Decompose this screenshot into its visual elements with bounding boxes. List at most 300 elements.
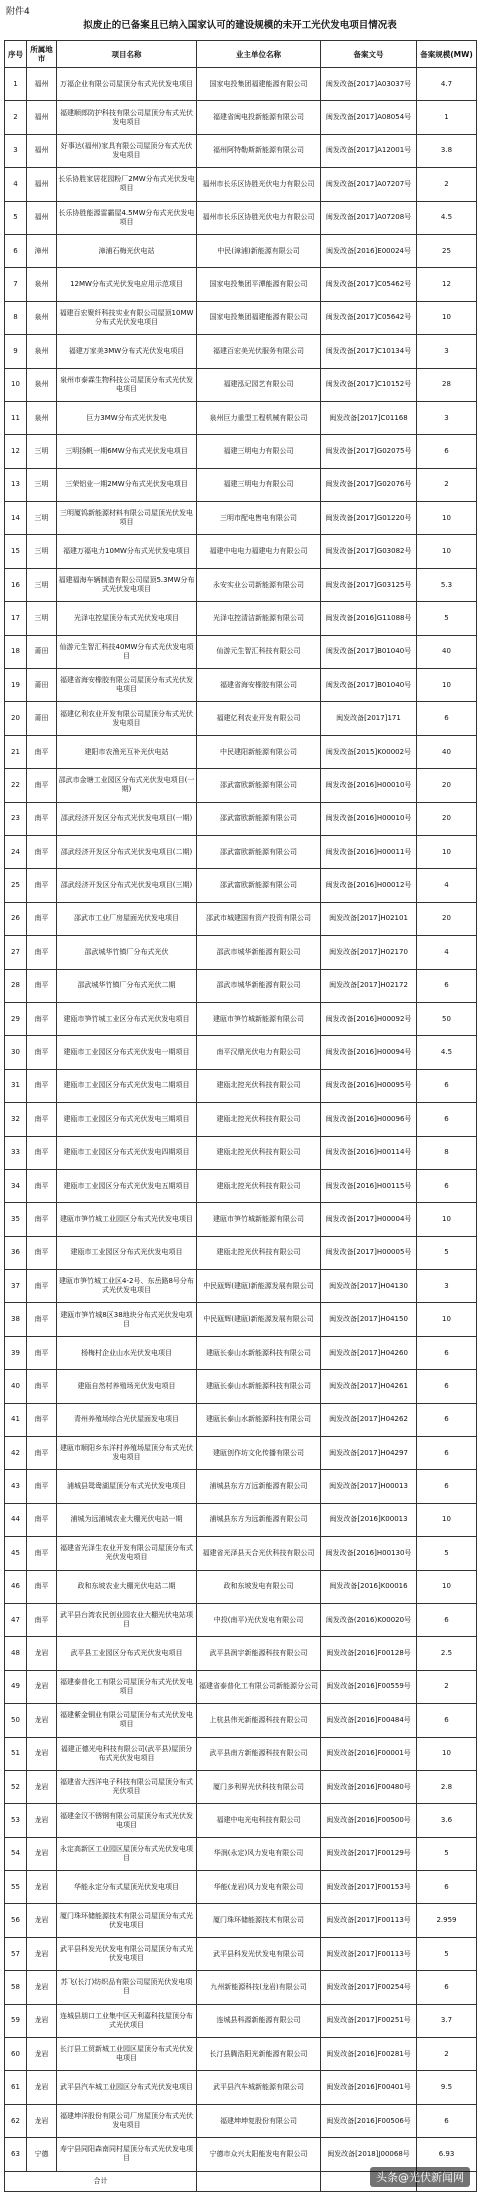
table-row: [5, 769, 477, 802]
cell-index: 22: [5, 769, 27, 802]
cell-region: 南平: [27, 1470, 57, 1503]
cell-owner: 长汀县腾浩阳光新能源有限公司: [197, 2038, 321, 2071]
cell-region: 龙岩: [27, 1704, 57, 1737]
cell-project-name: 邵武经济开发区分布式光伏发电项目(二期): [57, 835, 197, 868]
cell-index: 6: [5, 234, 27, 267]
cell-capacity: 3: [417, 401, 477, 434]
cell-filing-number: 闽发改备[2016]F00559号: [321, 1670, 417, 1703]
cell-region: 泉州: [27, 368, 57, 401]
table-row: [5, 1336, 477, 1369]
cell-filing-number: 闽发改备[2017]B01040号: [321, 635, 417, 668]
cell-index: 26: [5, 902, 27, 935]
table-row: [5, 869, 477, 902]
cell-index: 60: [5, 2038, 27, 2071]
cell-region: 南平: [27, 1169, 57, 1202]
table-row: [5, 201, 477, 234]
cell-capacity: 6.93: [417, 2138, 477, 2171]
cell-project-name: 邵武经济开发区分布式光伏发电项目(三期): [57, 869, 197, 902]
cell-project-name: 福建省大西洋电子科技有限公司屋顶分布式光伏项目: [57, 1770, 197, 1803]
cell-filing-number: 闽发改备[2016]H00094号: [321, 1036, 417, 1069]
cell-owner: 政和东坡发电有限公司: [197, 1570, 321, 1603]
cell-index: 58: [5, 1971, 27, 2004]
cell-capacity: 10: [417, 535, 477, 568]
cell-project-name: 建瓯自然村养殖场光伏发电项目: [57, 1370, 197, 1403]
cell-region: 龙岩: [27, 2071, 57, 2104]
cell-owner: 邵武富欧新能源有限公司: [197, 769, 321, 802]
cell-index: 13: [5, 468, 27, 501]
cell-index: 24: [5, 835, 27, 868]
cell-index: 49: [5, 1670, 27, 1703]
cell-index: 8: [5, 301, 27, 334]
cell-owner: 福建中电光电科技有限公司: [197, 1804, 321, 1837]
cell-filing-number: 闽发改备[2017]G03082号: [321, 535, 417, 568]
cell-owner: 上杭县伟光新能源科技有限公司: [197, 1704, 321, 1737]
cell-index: 1: [5, 68, 27, 101]
cell-project-name: 建瓯市工业园区分布式光伏发电三期项目: [57, 1103, 197, 1136]
cell-project-name: 苏飞(长汀)纺织品有限公司屋顶光伏发电项目: [57, 1971, 197, 2004]
cell-index: 27: [5, 936, 27, 969]
cell-project-name: 邵武城华竹镇厂分布式光伏二期: [57, 969, 197, 1002]
cell-region: 三明: [27, 502, 57, 535]
cell-capacity: 4.5: [417, 1036, 477, 1069]
cell-capacity: 6: [417, 1069, 477, 1102]
cell-owner: 建瓯北控光伏科技有限公司: [197, 1169, 321, 1202]
header-owner: 业主单位名称: [197, 41, 321, 68]
cell-filing-number: 闽发改备[2016]E00024号: [321, 234, 417, 267]
cell-owner: 邵武市城华新能源有限公司: [197, 936, 321, 969]
cell-filing-number: 闽发改备[2017]F00113号: [321, 1937, 417, 1970]
cell-project-name: 建瓯市笋竹城工业区4-2号、东岳路8号分布式光伏发电项目: [57, 1270, 197, 1303]
cell-region: 龙岩: [27, 2104, 57, 2137]
cell-owner: 中民瓯辉(建瓯)新能源发展有限公司: [197, 1270, 321, 1303]
cell-capacity: 10: [417, 835, 477, 868]
table-row: [5, 268, 477, 301]
cell-filing-number: 闽发改备[2017]171: [321, 702, 417, 735]
cell-owner: 建瓯北控光伏科技有限公司: [197, 1069, 321, 1102]
table-row: [5, 702, 477, 735]
cell-index: 48: [5, 1637, 27, 1670]
cell-region: 南平: [27, 869, 57, 902]
cell-capacity: 10: [417, 1303, 477, 1336]
table-row: [5, 301, 477, 334]
table-row: [5, 1203, 477, 1236]
cell-owner: 邵武富欧新能源有限公司: [197, 835, 321, 868]
cell-project-name: 青州养殖场综合光伏屋面发电项目: [57, 1403, 197, 1436]
cell-owner: 邵武富欧新能源有限公司: [197, 802, 321, 835]
cell-project-name: 杨梅村企业山水光伏发电项目: [57, 1336, 197, 1369]
cell-project-name: 建瓯市笋竹城8区38地块分布式光伏发电项目: [57, 1303, 197, 1336]
table-header-row: [5, 41, 477, 68]
cell-region: 龙岩: [27, 2004, 57, 2037]
table-row: [5, 368, 477, 401]
cell-filing-number: 闽发改备[2017]H04260: [321, 1336, 417, 1369]
table-row: [5, 1437, 477, 1470]
cell-owner: 厦门多利昇光伏科技有限公司: [197, 1770, 321, 1803]
cell-project-name: 长乐协胜家居花园粉厂2MW分布式光伏发电项目: [57, 168, 197, 201]
cell-owner: 中民瓯辉(建瓯)新能源发展有限公司: [197, 1303, 321, 1336]
table-row: [5, 1537, 477, 1570]
cell-filing-number: 闽发改备[2017]H00005号: [321, 1236, 417, 1269]
cell-filing-number: 闽发改备[2016]F00001号: [321, 1737, 417, 1770]
cell-index: 63: [5, 2138, 27, 2171]
cell-region: 福州: [27, 134, 57, 167]
cell-index: 46: [5, 1570, 27, 1603]
table-row: [5, 1002, 477, 1035]
cell-index: 43: [5, 1470, 27, 1503]
cell-region: 南平: [27, 1103, 57, 1136]
cell-region: 龙岩: [27, 1837, 57, 1870]
cell-owner: 福建省闽电投新能源有限公司: [197, 101, 321, 134]
cell-index: 34: [5, 1169, 27, 1202]
cell-owner: 中投(南平)光伏发电有限公司: [197, 1603, 321, 1636]
cell-filing-number: 闽发改备[2017]H00004号: [321, 1203, 417, 1236]
cell-region: 南平: [27, 1270, 57, 1303]
cell-project-name: 建瓯市工业园区分布式光伏发电一期项目: [57, 1036, 197, 1069]
cell-capacity: 6: [417, 969, 477, 1002]
cell-index: 5: [5, 201, 27, 234]
cell-capacity: 10: [417, 1503, 477, 1536]
cell-project-name: 长乐协胜能源雷霸屋4.5MW分布式光伏发电项目: [57, 201, 197, 234]
cell-owner: 建瓯长泰山水新能源科技有限公司: [197, 1403, 321, 1436]
cell-index: 31: [5, 1069, 27, 1102]
cell-project-name: 12MW分布式光伏发电应用示范项目: [57, 268, 197, 301]
cell-filing-number: 闽发改备[2017]H00013: [321, 1470, 417, 1503]
cell-filing-number: 闽发改备[2017]H04297: [321, 1437, 417, 1470]
cell-filing-number: 闽发改备[2015]K00002号: [321, 735, 417, 768]
cell-project-name: 建瓯市工业园区分布式光伏发电项目: [57, 1236, 197, 1269]
cell-region: 福州: [27, 168, 57, 201]
cell-capacity: 6: [417, 1403, 477, 1436]
table-row: [5, 1470, 477, 1503]
cell-project-name: 福建万家美3MW分布式光伏发电项目: [57, 335, 197, 368]
cell-capacity: 20: [417, 769, 477, 802]
cell-filing-number: 闽发改备[2017]A08054号: [321, 101, 417, 134]
cell-region: 南平: [27, 835, 57, 868]
cell-region: 三明: [27, 468, 57, 501]
cell-index: 15: [5, 535, 27, 568]
table-row: [5, 1403, 477, 1436]
cell-filing-number: 闽发改备[2017]H04262: [321, 1403, 417, 1436]
cell-owner: 泉州巨力重型工程机械有限公司: [197, 401, 321, 434]
header-filing-number: 备案文号: [321, 41, 417, 68]
cell-project-name: 三明厦钨新能源材料有限公司屋顶光伏发电项目: [57, 502, 197, 535]
cell-filing-number: 闽发改备[2016]F00480号: [321, 1770, 417, 1803]
cell-index: 45: [5, 1537, 27, 1570]
cell-owner: 浦城县东方为远新能源有限公司: [197, 1503, 321, 1536]
cell-capacity: 6: [417, 702, 477, 735]
cell-filing-number: 闽发改备[2017]A12001号: [321, 134, 417, 167]
cell-index: 38: [5, 1303, 27, 1336]
cell-index: 41: [5, 1403, 27, 1436]
cell-owner: 福建三明电力有限公司: [197, 468, 321, 501]
cell-owner: 华能(龙岩)风力发电有限公司: [197, 1871, 321, 1904]
cell-filing-number: 闽发改备[2017]F00129号: [321, 1837, 417, 1870]
cell-project-name: 建阳市农渔光互补光伏电站: [57, 735, 197, 768]
cell-capacity: 6: [417, 1603, 477, 1636]
cell-filing-number: 闽发改备[2017]H04130: [321, 1270, 417, 1303]
cell-owner: 厦门珠环储能源技术有限公司: [197, 1904, 321, 1937]
cell-owner: 福建百宏美光伏服务有限公司: [197, 335, 321, 368]
total-label: 合计: [5, 2171, 197, 2191]
cell-project-name: 建瓯市工业园区分布式光伏发电四期项目: [57, 1136, 197, 1169]
cell-filing-number: 闽发改备[2016]H00012号: [321, 869, 417, 902]
cell-owner: 建瓯北控光伏科技有限公司: [197, 1103, 321, 1136]
cell-project-name: 福建紫金铜业有限公司屋顶分布式光伏发电项目: [57, 1704, 197, 1737]
cell-owner: 光泽屯控清洁新能源有限公司: [197, 602, 321, 635]
cell-index: 9: [5, 335, 27, 368]
cell-project-name: 武平县汽车城工业园区分布式光伏发电项目: [57, 2071, 197, 2104]
cell-capacity: 1: [417, 101, 477, 134]
cell-owner: 福建坤坤复股份有限公司: [197, 2104, 321, 2137]
cell-region: 三明: [27, 602, 57, 635]
cell-capacity: 2.8: [417, 1770, 477, 1803]
cell-filing-number: 闽发改备[2016]F00500号: [321, 1804, 417, 1837]
cell-project-name: 邵武经济开发区分布式光伏发电项目(一期): [57, 802, 197, 835]
cell-project-name: 福建金汉不锈钢有限公司屋顶分布式光伏发电项目: [57, 1804, 197, 1837]
cell-index: 21: [5, 735, 27, 768]
cell-project-name: 福建顺郎防护科技有限公司屋顶分布式光伏发电项目: [57, 101, 197, 134]
table-row: [5, 1570, 477, 1603]
cell-index: 18: [5, 635, 27, 668]
cell-owner: 建瓯市笋竹城新能源有限公司: [197, 1203, 321, 1236]
cell-region: 宁德: [27, 2138, 57, 2171]
cell-region: 南平: [27, 1570, 57, 1603]
table-row: [5, 1637, 477, 1670]
cell-capacity: 20: [417, 902, 477, 935]
cell-index: 29: [5, 1002, 27, 1035]
cell-filing-number: 闽发改备[2016]F00401号: [321, 2071, 417, 2104]
cell-capacity: 40: [417, 635, 477, 668]
cell-region: 三明: [27, 435, 57, 468]
cell-project-name: 邵武市工业厂房屋面光伏发电项目: [57, 902, 197, 935]
cell-project-name: 华能永定分布式屋顶光伏发电项目: [57, 1871, 197, 1904]
cell-filing-number: 闽发改备[2017]H02170: [321, 936, 417, 969]
table-row: [5, 502, 477, 535]
cell-capacity: 40: [417, 735, 477, 768]
cell-capacity: 6: [417, 435, 477, 468]
cell-index: 10: [5, 368, 27, 401]
cell-project-name: 厦门珠环储能源技术有限公司屋顶分布式光伏发电项目: [57, 1904, 197, 1937]
cell-filing-number: 闽发改备[2016]H00130号: [321, 1537, 417, 1570]
table-row: [5, 1971, 477, 2004]
cell-filing-number: 闽发改备[2016]K00016: [321, 1570, 417, 1603]
cell-index: 17: [5, 602, 27, 635]
cell-capacity: 2: [417, 2038, 477, 2071]
cell-capacity: 3.7: [417, 2004, 477, 2037]
cell-index: 42: [5, 1437, 27, 1470]
cell-region: 南平: [27, 1603, 57, 1636]
cell-region: 南平: [27, 1203, 57, 1236]
cell-capacity: 2.5: [417, 1637, 477, 1670]
table-row: [5, 1303, 477, 1336]
cell-project-name: 福建百宏聚纤科技实业有限公司屋顶10MW分布式光伏发电项目: [57, 301, 197, 334]
cell-filing-number: 闽发改备[2016]H00011号: [321, 835, 417, 868]
cell-filing-number: 闽发改备[2016]H00114号: [321, 1136, 417, 1169]
cell-region: 莆田: [27, 669, 57, 702]
table-row: [5, 1704, 477, 1737]
cell-region: 泉州: [27, 401, 57, 434]
cell-project-name: 三荣铝业一期2MW分布式光伏发电项目: [57, 468, 197, 501]
cell-index: 11: [5, 401, 27, 434]
table-row: [5, 635, 477, 668]
cell-capacity: 6: [417, 1871, 477, 1904]
cell-capacity: 25: [417, 234, 477, 267]
cell-capacity: 10: [417, 1570, 477, 1603]
cell-owner: 福建省光泽县天合光伏科技有限公司: [197, 1537, 321, 1570]
table-row: [5, 2104, 477, 2137]
table-row: [5, 1904, 477, 1937]
table-row: [5, 2071, 477, 2104]
cell-index: 52: [5, 1770, 27, 1803]
table-row: [5, 535, 477, 568]
cell-index: 19: [5, 669, 27, 702]
cell-project-name: 邵武城华竹镇厂分布式光伏: [57, 936, 197, 969]
table-row: [5, 1169, 477, 1202]
cell-index: 25: [5, 869, 27, 902]
cell-region: 福州: [27, 101, 57, 134]
page-title: 拟废止的已备案且已纳入国家认可的建设规模的未开工光伏发电项目情况表: [83, 20, 397, 31]
table-row: [5, 2004, 477, 2037]
cell-owner: 武平县汽车城新能源有限公司: [197, 2071, 321, 2104]
cell-region: 三明: [27, 568, 57, 601]
cell-owner: 建瓯市笋竹城新能源有限公司: [197, 1002, 321, 1035]
cell-project-name: 浦城县鸳鸯湖屋顶分布式光伏发电项目: [57, 1470, 197, 1503]
cell-region: 南平: [27, 1236, 57, 1269]
cell-capacity: 6: [417, 1103, 477, 1136]
cell-filing-number: 闽发改备[2017]C10134号: [321, 335, 417, 368]
cell-region: 南平: [27, 735, 57, 768]
cell-filing-number: 闽发改备[2017]B01040号: [321, 669, 417, 702]
cell-project-name: 三明扬帆一期6MW分布式光伏发电项目: [57, 435, 197, 468]
cell-capacity: 3.8: [417, 134, 477, 167]
cell-owner: 建瓯长泰山水新能源科技有限公司: [197, 1336, 321, 1369]
cell-capacity: 5: [417, 1837, 477, 1870]
cell-owner: 永安实业公司新能源有限公司: [197, 568, 321, 601]
cell-index: 4: [5, 168, 27, 201]
cell-project-name: 福建省海安橡胶有限公司屋顶分布式光伏发电项目: [57, 669, 197, 702]
cell-owner: 仙游元生智汇科技有限公司: [197, 635, 321, 668]
cell-region: 莆田: [27, 635, 57, 668]
cell-filing-number: 闽发改备[2016]H00010号: [321, 802, 417, 835]
cell-index: 59: [5, 2004, 27, 2037]
table-row: [5, 1737, 477, 1770]
cell-filing-number: 闽发改备[2017]A07207号: [321, 168, 417, 201]
table-row: [5, 134, 477, 167]
cell-filing-number: 闽发改备[2017]H02172: [321, 969, 417, 1002]
cell-owner: 南平汉鼎光伏电力有限公司: [197, 1036, 321, 1069]
cell-project-name: 寿宁县同阳森南同村屋顶分布式光伏发电项目: [57, 2138, 197, 2171]
cell-owner: 浦城县东方万远新能源有限公司: [197, 1470, 321, 1503]
cell-index: 14: [5, 502, 27, 535]
table-row: [5, 735, 477, 768]
cell-owner: 国家电投集团平潭能源有限公司: [197, 268, 321, 301]
cell-region: 南平: [27, 1537, 57, 1570]
cell-filing-number: 闽发改备[2017]F00251号: [321, 2004, 417, 2037]
cell-index: 56: [5, 1904, 27, 1937]
header-project-name: 项目名称: [57, 41, 197, 68]
header-capacity: 备案规模(MW): [417, 41, 477, 68]
cell-project-name: 建瓯市笋竹城工业区分布式光伏发电项目: [57, 1002, 197, 1035]
cell-filing-number: 闽发改备[2016]F00128号: [321, 1637, 417, 1670]
table-row: [5, 1770, 477, 1803]
cell-owner: 福建泓记园艺有限公司: [197, 368, 321, 401]
cell-filing-number: 闽发改备[2017]C01168: [321, 401, 417, 434]
cell-owner: 华润(永定)风力发电有限公司: [197, 1837, 321, 1870]
cell-owner: 中民(漳浦)新能源有限公司: [197, 234, 321, 267]
cell-index: 30: [5, 1036, 27, 1069]
cell-index: 51: [5, 1737, 27, 1770]
cell-capacity: 6: [417, 2104, 477, 2137]
cell-capacity: 10: [417, 502, 477, 535]
table-row: [5, 401, 477, 434]
cell-project-name: 仙游元生智汇科技40MW分布式光伏发电项目: [57, 635, 197, 668]
cell-region: 南平: [27, 769, 57, 802]
cell-owner: 福建三明电力有限公司: [197, 435, 321, 468]
cell-region: 南平: [27, 1002, 57, 1035]
cell-project-name: 武平县工业园区分布式光伏发电项目: [57, 1637, 197, 1670]
cell-project-name: 福建福海车辆制造有限公司屋顶5.3MW分布式光伏发电项目: [57, 568, 197, 601]
table-row: [5, 335, 477, 368]
cell-region: 南平: [27, 1336, 57, 1369]
cell-capacity: 6: [417, 1971, 477, 2004]
cell-capacity: 5: [417, 1937, 477, 1970]
table-row: [5, 669, 477, 702]
table-row: [5, 234, 477, 267]
cell-capacity: 3.6: [417, 1804, 477, 1837]
cell-region: 南平: [27, 1503, 57, 1536]
cell-capacity: 4: [417, 869, 477, 902]
cell-region: 泉州: [27, 335, 57, 368]
cell-owner: 建瓯北控光伏科技有限公司: [197, 1236, 321, 1269]
cell-filing-number: 闽发改备(2016)K00020号: [321, 1603, 417, 1636]
table-row: [5, 68, 477, 101]
cell-index: 50: [5, 1704, 27, 1737]
cell-filing-number: 闽发改备[2017]C05462号: [321, 268, 417, 301]
table-row: [5, 468, 477, 501]
cell-owner: 国家电投集团福建能源有限公司: [197, 301, 321, 334]
cell-project-name: 政和东坡农业大棚光伏电站二期: [57, 1570, 197, 1603]
cell-project-name: 浦城为远浦城农业大棚光伏电站一期: [57, 1503, 197, 1536]
cell-capacity: 12: [417, 268, 477, 301]
cell-region: 龙岩: [27, 2038, 57, 2071]
table-row: [5, 435, 477, 468]
cell-index: 37: [5, 1270, 27, 1303]
cell-capacity: 10: [417, 1737, 477, 1770]
cell-filing-number: 闽发改备[2017]F00113号: [321, 1904, 417, 1937]
table-row: [5, 568, 477, 601]
cell-capacity: 10: [417, 1203, 477, 1236]
cell-project-name: 万福企业有限公司屋顶分布式光伏发电项目: [57, 68, 197, 101]
table-body: [5, 68, 477, 2192]
cell-capacity: 6: [417, 1437, 477, 1470]
cell-owner: 福建省泰普化工有限公司新能源分公司: [197, 1670, 321, 1703]
cell-filing-number: 闽发改备[2017]H02101: [321, 902, 417, 935]
cell-index: 47: [5, 1603, 27, 1636]
cell-project-name: 福建坤洋股份有限公司厂房屋顶分布式光伏发电项目: [57, 2104, 197, 2137]
cell-owner: 福建中电电力福建电力有限公司: [197, 535, 321, 568]
cell-region: 龙岩: [27, 1904, 57, 1937]
cell-index: 53: [5, 1804, 27, 1837]
cell-capacity: 5: [417, 602, 477, 635]
watermark: 头条@光伏新闻网: [370, 2167, 470, 2187]
cell-project-name: 建瓯市工业园区分布式光伏发电五期项目: [57, 1169, 197, 1202]
cell-region: 南平: [27, 1437, 57, 1470]
table-row: [5, 1937, 477, 1970]
cell-index: 40: [5, 1370, 27, 1403]
cell-index: 44: [5, 1503, 27, 1536]
cell-index: 20: [5, 702, 27, 735]
cell-owner: 武平县南方新能源科技有限公司: [197, 1737, 321, 1770]
